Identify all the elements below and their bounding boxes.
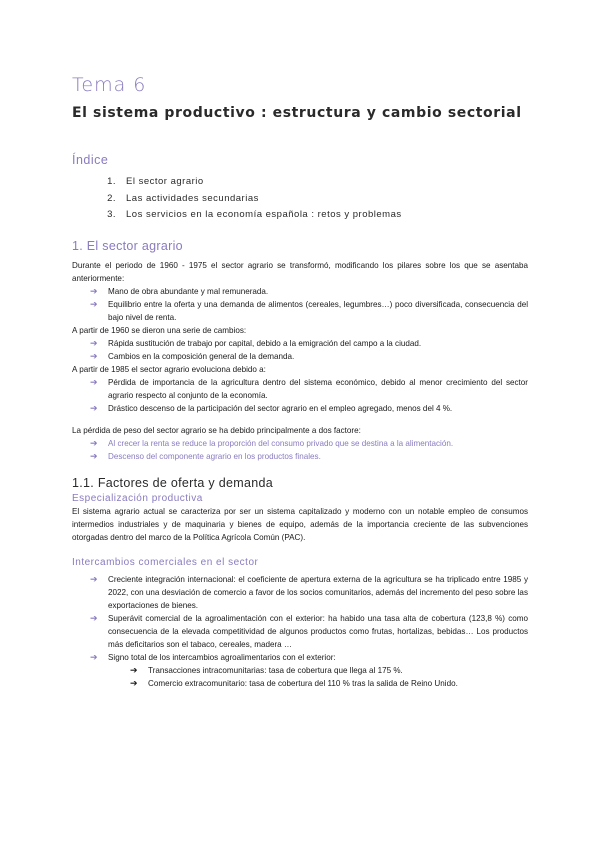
subsection-subheading: Intercambios comerciales en el sector	[72, 557, 259, 568]
paragraph: A partir de 1985 el sector agrario evoluciona debido a:	[72, 365, 266, 374]
arrow-icon: ➔	[130, 665, 138, 675]
paragraph: La pérdida de peso del sector agrario se ha debido principalmente a dos factore:	[72, 426, 361, 435]
paragraph: A partir de 1960 se dieron una serie de cambios:	[72, 326, 247, 335]
paragraph: El sistema agrario actual se caracteriza por ser un sistema capitalizado y moderno con un notable empleo de consumos intermedios industriales y de maquinaria y bienes de equipo, además de la importancia creciente de las subvenciones otorgadas dentro del marco de la Política Agrícola Común (PAC).	[72, 507, 528, 542]
list-item: ➔ Comercio extracomunitario: tasa de cobertura del 110 % tras la salida de Reino Unido.	[130, 678, 458, 688]
bullet-list	[72, 437, 528, 463]
arrow-icon: ➔	[90, 652, 98, 662]
index-item: 3. Los servicios en la economía española : retos y problemas	[107, 209, 402, 220]
list-item: ➔ Mano de obra abundante y mal remunerada.	[90, 286, 269, 296]
section-heading: 1. El sector agrario	[72, 239, 183, 253]
list-item: ➔ Pérdida de importancia de la agricultura dentro del sistema económico, debido al menor crecimiento del sector agrario respecto al conjunto de la economía.	[90, 377, 528, 400]
list-item: ➔ Equilibrio entre la oferta y una demanda de alimentos (cereales, legumbres…) poco diversificada, consecuencia del bajo nivel de renta.	[90, 299, 528, 322]
index-item: 2. Las actividades secundarias	[107, 192, 259, 204]
list-item: ➔ Superávit comercial de la agroalimentación con el exterior: ha habido una tasa alta de cobertura (123,8 %) como consecuencia de la elevada competitividad de algunos productos como frutas, hortalizas, bebidas… Los productos más deficitarios son el tabaco, cereales, madera …	[90, 613, 528, 649]
sub-bullet-list	[72, 664, 528, 690]
arrow-icon: ➔	[90, 338, 98, 348]
title-block	[72, 74, 522, 122]
index-list	[72, 174, 402, 224]
bullet-list	[72, 573, 528, 664]
paragraph: Durante el periodo de 1960 - 1975 el sector agrario se transformó, modificando los pilares sobre los que se asentaba anteriormente:	[72, 261, 528, 283]
index-heading: Índice	[72, 153, 109, 167]
list-item: ➔ Creciente integración internacional: el coeficiente de apertura externa de la agricultura se ha triplicado entre 1985 y 2022, con una desviación de comercio a favor de los socios comunitarios, además del incremento del peso sobre las exportaciones de bienes.	[90, 574, 528, 610]
list-item: ➔ Al crecer la renta se reduce la proporción del consumo privado que se destina a la alimentación.	[90, 438, 454, 448]
arrow-icon: ➔	[90, 351, 98, 361]
arrow-icon: ➔	[90, 286, 98, 296]
content	[72, 238, 528, 690]
chapter-title: Tema 6	[72, 74, 147, 96]
subsection-heading: 1.1. Factores de oferta y demanda	[72, 476, 273, 490]
list-item: ➔ Cambios en la composición general de la demanda.	[90, 351, 295, 361]
list-item: ➔ Drástico descenso de la participación del sector agrario en el empleo agregado, menos del 4 %.	[90, 403, 453, 413]
arrow-icon: ➔	[90, 438, 98, 448]
bullet-list	[72, 376, 528, 415]
arrow-icon: ➔	[90, 403, 98, 413]
arrow-icon: ➔	[90, 613, 98, 623]
index-item: 1. El sector agrario	[107, 176, 204, 187]
list-item: ➔ Transacciones intracomunitarias: tasa de cobertura que llega al 175 %.	[130, 665, 403, 675]
chapter-subtitle: El sistema productivo : estructura y cambio sectorial	[72, 105, 522, 121]
arrow-icon: ➔	[90, 299, 98, 309]
bullet-list	[72, 337, 528, 363]
bullet-list	[72, 285, 528, 324]
subsection-subheading: Especialización productiva	[72, 493, 203, 504]
arrow-icon: ➔	[130, 678, 138, 688]
list-item: ➔ Signo total de los intercambios agroalimentarios con el exterior:	[90, 652, 336, 662]
arrow-icon: ➔	[90, 574, 98, 584]
arrow-icon: ➔	[90, 377, 98, 387]
list-item: ➔ Rápida sustitución de trabajo por capital, debido a la emigración del campo a la ciudad.	[90, 338, 422, 348]
arrow-icon: ➔	[90, 451, 98, 461]
list-item: ➔ Descenso del componente agrario en los productos finales.	[90, 451, 321, 461]
